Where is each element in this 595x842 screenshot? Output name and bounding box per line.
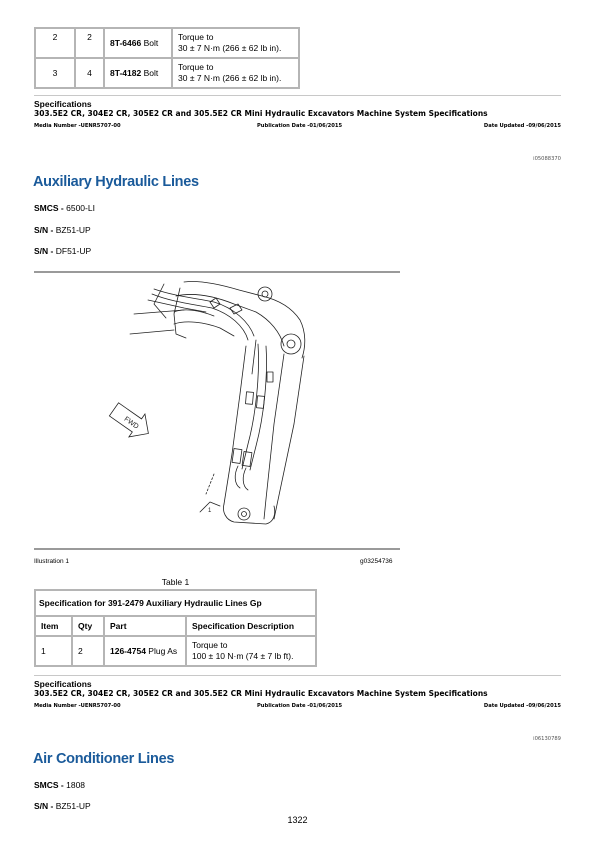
desc-cell	[172, 58, 299, 88]
desc-line: Torque to	[178, 32, 214, 42]
qty-cell: 4	[75, 58, 104, 88]
qty-cell: 2	[72, 636, 104, 666]
part-name: Bolt	[143, 37, 159, 48]
part-cell	[104, 28, 172, 58]
desc-cell	[172, 28, 299, 58]
table-caption: Table 1	[161, 577, 190, 587]
serial-number-line	[34, 225, 91, 235]
section-title: Air Conditioner Lines	[33, 751, 175, 767]
smcs-label: SMCS -	[34, 780, 64, 790]
spec-table-1	[34, 589, 317, 667]
section-title: Auxiliary Hydraulic Lines	[33, 174, 199, 190]
spec-header-label: Specifications	[34, 99, 92, 109]
document-id: i06130789	[533, 736, 561, 742]
divider	[34, 675, 561, 676]
sn-value: BZ51-UP	[55, 225, 91, 235]
callout-number: 1	[208, 508, 212, 514]
illustration-top-border	[34, 271, 400, 273]
table-row	[35, 58, 299, 88]
page-number: 1322	[287, 815, 308, 825]
desc-line: 30 ± 7 N·m (266 ± 62 lb in).	[178, 73, 282, 83]
serial-number-line	[34, 801, 91, 811]
smcs-value: 6500-LI	[66, 203, 95, 213]
spec-header-label: Specifications	[34, 679, 92, 689]
spec-header-title: 303.5E2 CR, 304E2 CR, 305E2 CR and 305.5E2 CR Mini Hydraulic Excavators Machine System Specifications	[34, 689, 488, 698]
desc-line: 30 ± 7 N·m (266 ± 62 lb in).	[178, 43, 282, 53]
sn-label: S/N -	[34, 801, 54, 811]
item-cell: 3	[35, 58, 75, 88]
table-heading-row	[35, 590, 316, 616]
illustration-id: g03254736	[360, 558, 393, 565]
item-cell: 1	[35, 636, 72, 666]
media-number: Media Number -UENR5707-00	[34, 123, 121, 129]
smcs-line	[34, 780, 85, 790]
part-number: 8T-6466	[110, 37, 142, 48]
sn-label: S/N -	[34, 246, 54, 256]
table-row	[35, 28, 299, 58]
column-header: Qty	[72, 616, 104, 636]
column-header: Part	[104, 616, 186, 636]
item-cell: 2	[35, 28, 75, 58]
qty-cell: 2	[75, 28, 104, 58]
desc-line: 100 ± 10 N·m (74 ± 7 lb ft).	[192, 651, 294, 661]
smcs-label: SMCS -	[34, 203, 64, 213]
publication-date: Publication Date -01/06/2015	[257, 123, 343, 129]
table-header-row	[35, 616, 316, 636]
date-updated: Date Updated -09/06/2015	[483, 123, 561, 129]
illustration-label: Illustration 1	[34, 558, 70, 565]
part-number: 8T-4182	[110, 67, 142, 78]
sn-value: BZ51-UP	[55, 801, 91, 811]
desc-line: Torque to	[178, 62, 214, 72]
part-cell	[104, 636, 186, 666]
sn-label: S/N -	[34, 225, 54, 235]
spec-header-title: 303.5E2 CR, 304E2 CR, 305E2 CR and 305.5E2 CR Mini Hydraulic Excavators Machine System Specifications	[34, 109, 488, 118]
part-name: Plug As	[148, 645, 178, 656]
desc-line: Torque to	[192, 640, 228, 650]
smcs-line	[34, 203, 95, 213]
part-cell	[104, 58, 172, 88]
smcs-value: 1808	[66, 780, 86, 790]
serial-number-line	[34, 246, 91, 256]
date-updated: Date Updated -09/06/2015	[483, 703, 561, 709]
fwd-label: FWD	[122, 415, 140, 431]
column-header: Item	[35, 616, 72, 636]
part-number: 126-4754	[110, 645, 146, 656]
table-row	[35, 636, 316, 666]
fwd-arrow-icon	[106, 398, 156, 445]
illustration-bottom-border	[34, 548, 400, 550]
part-name: Bolt	[143, 67, 159, 78]
desc-cell	[186, 636, 316, 666]
excavator-boom-line-drawing	[34, 274, 400, 548]
illustration-1	[34, 274, 400, 548]
document-id: i05088370	[533, 156, 561, 162]
publication-date: Publication Date -01/06/2015	[257, 703, 343, 709]
column-header: Specification Description	[186, 616, 316, 636]
table-heading: Specification for 391-2479 Auxiliary Hydraulic Lines Gp	[35, 590, 316, 616]
sn-value: DF51-UP	[55, 246, 92, 256]
top-spec-table	[34, 27, 300, 89]
media-number: Media Number -UENR5707-00	[34, 703, 121, 709]
divider	[34, 95, 561, 96]
